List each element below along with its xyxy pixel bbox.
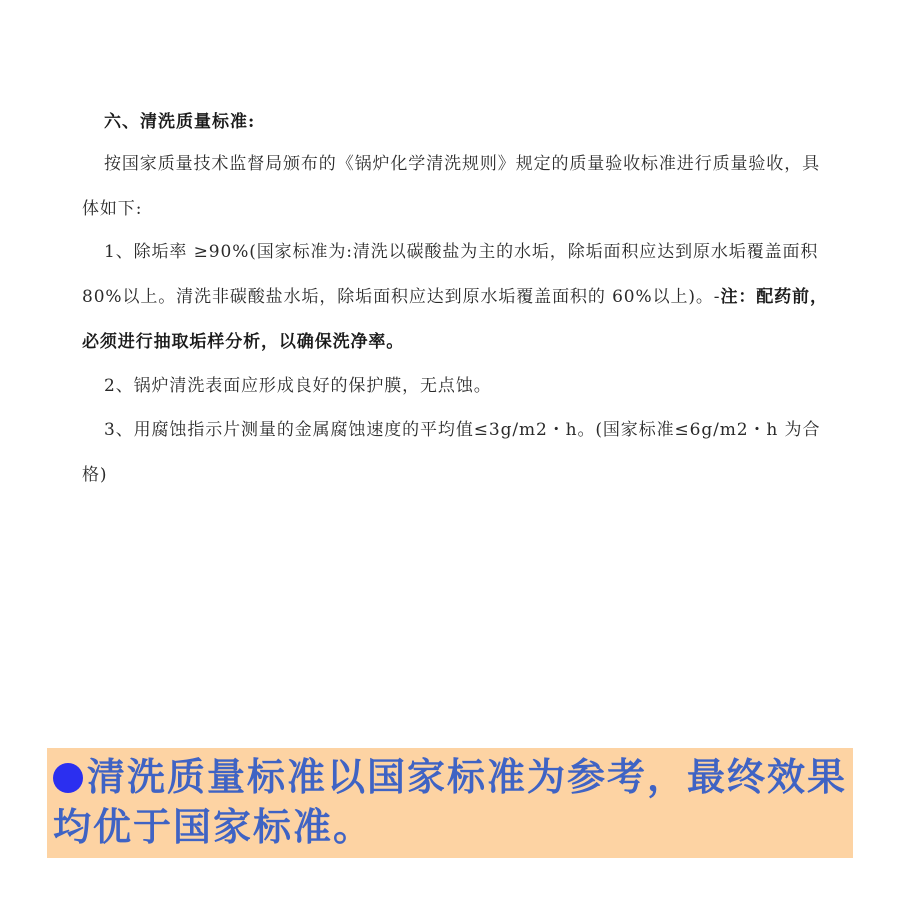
item-2-paragraph: 2、锅炉清洗表面应形成良好的保护膜，无点蚀。 (104, 376, 492, 396)
banner-text: 清洗质量标准以国家标准为参考，最终效果均优于国家标准。 (53, 755, 848, 849)
item-1-note: 注：配药前，必须进行抽取垢样分析，以确保洗净率。 (82, 287, 828, 352)
item-3-paragraph: 3、用腐蚀指示片测量的金属腐蚀速度的平均值≤3g/m2・h。(国家标准≤6g/m2・h 为合格) (82, 420, 821, 485)
item-1-paragraph (82, 230, 832, 365)
bullet-circle-icon (53, 763, 83, 793)
summary-banner (47, 748, 853, 858)
intro-paragraph: 按国家质量技术监督局颁布的《锅炉化学清洗规则》规定的质量验收标准进行质量验收，具体如下: (82, 154, 820, 219)
section-heading: 六、清洗质量标准: (104, 112, 256, 132)
banner-content (53, 752, 853, 852)
item-1-text: 1、除垢率 ≥90%(国家标准为:清洗以碳酸盐为主的水垢，除垢面积应达到原水垢覆盖面积 80%以上。清洗非碳酸盐水垢，除垢面积应达到原水垢覆盖面积的 60%以上)。- (82, 242, 819, 307)
